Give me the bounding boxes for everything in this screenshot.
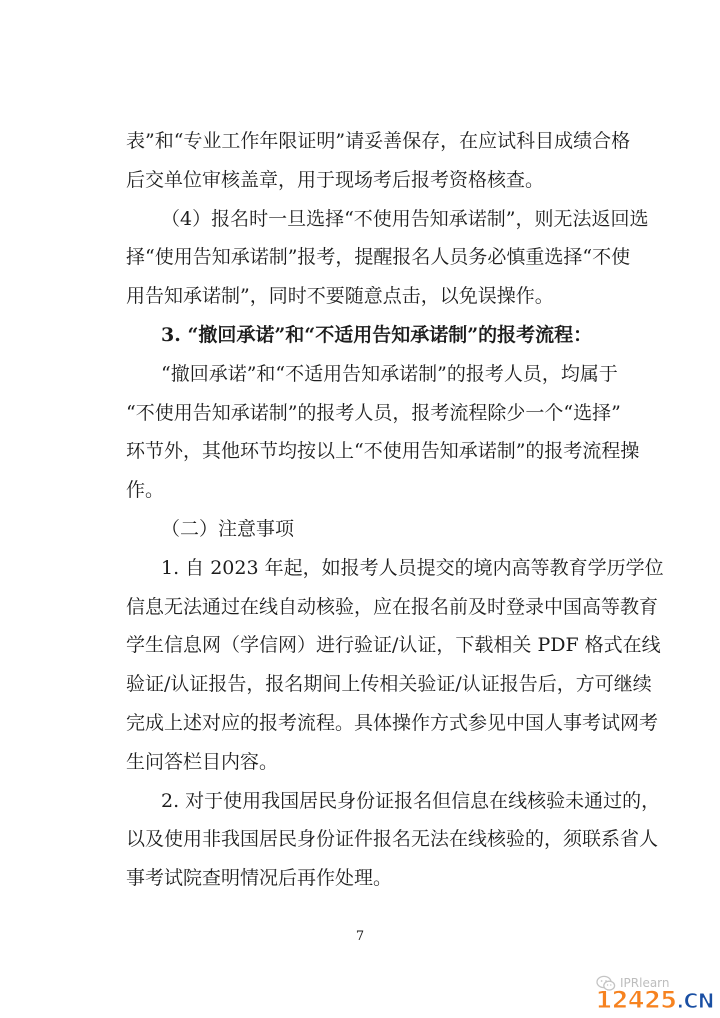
text-line: 验证/认证报告，报名期间上传相关验证/认证报告后，方可继续: [126, 673, 652, 695]
text-line: 生问答栏目内容。: [126, 751, 279, 773]
site-logo-suffix: .CN: [676, 989, 714, 1013]
text-line: 后交单位审核盖章，用于现场考后报考资格核查。: [126, 169, 545, 191]
text-line: 学生信息网（学信网）进行验证/认证，下载相关 PDF 格式在线: [126, 634, 661, 656]
text-line: （4）报名时一旦选择“不使用告知承诺制”，则无法返回选: [161, 208, 649, 230]
text-line: 择“使用告知承诺制”报考，提醒报名人员务必慎重选择“不使: [126, 246, 631, 268]
text-line: 用告知承诺制”，同时不要随意点击，以免误操作。: [126, 285, 554, 307]
section-heading: 3. “撤回承诺”和“不适用告知承诺制”的报考流程：: [161, 324, 593, 346]
text-line: 完成上述对应的报考流程。具体操作方式参见中国人事考试网考: [126, 712, 659, 734]
text-line: 作。: [126, 479, 165, 501]
text-line: 2. 对于使用我国居民身份证报名但信息在线核验未通过的，: [161, 790, 661, 812]
text-line: “不使用告知承诺制”的报考人员，报考流程除少一个“选择”: [126, 402, 621, 424]
text-line: 表”和“专业工作年限证明”请妥善保存，在应试科目成绩合格: [126, 130, 631, 152]
text-line: 事考试院查明情况后再作处理。: [126, 867, 393, 889]
text-line: （二）注意事项: [161, 518, 295, 540]
text-line: 信息无法通过在线自动核验，应在报名前及时登录中国高等教育: [126, 596, 659, 618]
site-logo-main: 12425: [595, 986, 677, 1014]
text-line: 以及使用非我国居民身份证件报名无法在线核验的，须联系省人: [126, 828, 659, 850]
watermark-text: IPRlearn: [620, 976, 670, 990]
text-line: 环节外，其他环节均按以上“不使用告知承诺制”的报考流程操: [126, 440, 640, 462]
site-logo: [595, 986, 714, 1014]
text-line: “撤回承诺”和“不适用告知承诺制”的报考人员，均属于: [161, 363, 618, 385]
page-number: 7: [355, 929, 365, 944]
text-line: 1. 自 2023 年起，如报考人员提交的境内高等教育学历学位: [161, 557, 664, 579]
